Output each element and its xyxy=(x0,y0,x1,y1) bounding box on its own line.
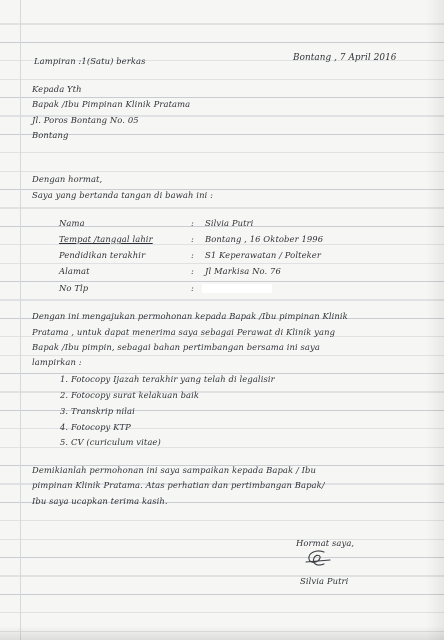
identity-colon: : xyxy=(191,250,194,260)
closing-line-3: Ibu saya ucapkan terima kasih. xyxy=(32,496,168,506)
recipient-line-2: Bapak /Ibu Pimpinan Klinik Pratama xyxy=(32,99,191,109)
identity-label-birth: Tempat /tanggal lahir xyxy=(59,234,153,244)
margin-line xyxy=(20,0,21,640)
identity-label-phone: No Tlp xyxy=(59,283,89,293)
page-edge-shade xyxy=(426,0,444,640)
place-date: Bontang , 7 April 2016 xyxy=(293,53,397,63)
body-line-3: Bapak /Ibu pimpin, sebagai bahan pertimbangan bersama ini saya xyxy=(32,342,320,352)
attachment-item-3: 3. Transkrip nilai xyxy=(60,406,135,416)
closing-line-2: pimpinan Klinik Pratama. Atas perhatian dan pertimbangan Bapak/ xyxy=(32,480,325,490)
attachment-note: Lampiran :1(Satu) berkas xyxy=(34,56,146,66)
identity-label-address: Alamat xyxy=(59,266,90,276)
intro-line: Saya yang bertanda tangan di bawah ini : xyxy=(32,190,214,200)
body-line-2: Pratama , untuk dapat menerima saya sebagai Perawat di Klinik yang xyxy=(32,327,336,337)
recipient-line-4: Bontang xyxy=(32,130,69,140)
identity-label-name: Nama xyxy=(59,218,85,228)
regards: Hormat saya, xyxy=(296,538,355,548)
identity-colon: : xyxy=(191,234,194,244)
closing-line-1: Demikianlah permohonan ini saya sampaikan kepada Bapak / Ibu xyxy=(32,465,317,475)
attachment-item-5: 5. CV (curiculum vitae) xyxy=(60,437,161,447)
page-bottom-shade xyxy=(0,626,444,640)
identity-colon: : xyxy=(191,266,194,276)
recipient-line-1: Kepada Yth xyxy=(32,84,82,94)
signer-name: Silvia Putri xyxy=(300,576,349,586)
identity-value-education: S1 Keperawatan / Polteker xyxy=(205,250,321,260)
identity-value-address: Jl Markisa No. 76 xyxy=(205,266,281,276)
identity-colon: : xyxy=(191,283,194,293)
signature-mark xyxy=(302,548,336,572)
identity-value-birth: Bontang , 16 Oktober 1996 xyxy=(205,234,324,244)
attachment-item-4: 4. Fotocopy KTP xyxy=(60,422,131,432)
identity-label-education: Pendidikan terakhir xyxy=(59,250,146,260)
attachment-item-2: 2. Fotocopy surat kelakuan baik xyxy=(60,390,200,400)
identity-value-name: Silvia Putri xyxy=(205,218,254,228)
identity-colon: : xyxy=(191,218,194,228)
body-line-4: lampirkan : xyxy=(32,357,82,367)
recipient-line-3: Jl. Poros Bontang No. 05 xyxy=(32,115,139,125)
body-line-1: Dengan ini mengajukan permohonan kepada Bapak /Ibu pimpinan Klinik xyxy=(32,311,348,321)
attachment-item-1: 1. Fotocopy Ijazah terakhir yang telah di legalisir xyxy=(60,374,275,384)
greeting: Dengan hormat, xyxy=(32,174,103,184)
redaction-box xyxy=(202,284,272,293)
